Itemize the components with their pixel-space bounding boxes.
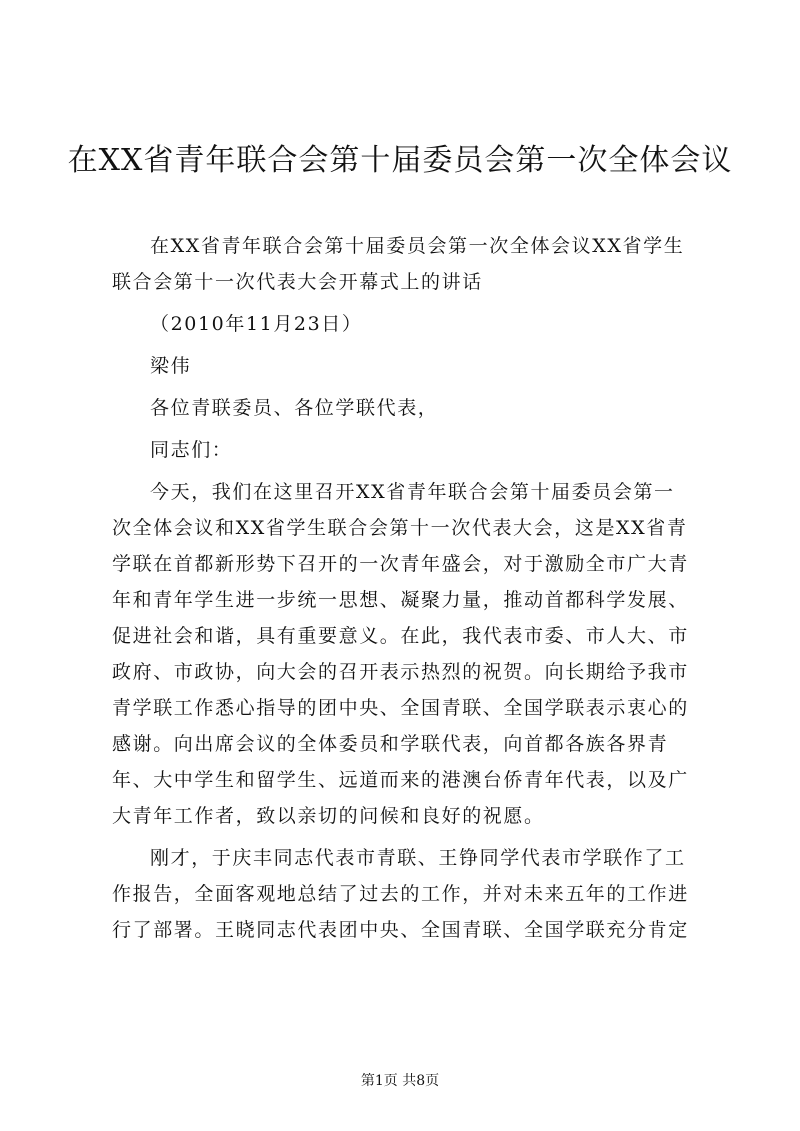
- page-number-footer: 第1页 共8页: [360, 1073, 440, 1089]
- document-title: 在XX省青年联合会第十届委员会第一次全体会议: [67, 143, 733, 178]
- document-body: [112, 228, 692, 954]
- body-paragraph: 刚才，于庆丰同志代表市青联、王铮同学代表市学联作了工作报告，全面客观地总结了过去的工作，并对未来五年的工作进行了部署。王晓同志代表团中央、全国青联、全国学联充分肯定: [112, 847, 689, 941]
- salutation: 各位青联委员、各位学联代表，: [150, 397, 439, 419]
- speech-date: （2010年11月23日）: [150, 313, 363, 335]
- speech-subtitle: 在XX省青年联合会第十届委员会第一次全体会议XX省学生联合会第十一次代表大会开幕式上的讲话: [112, 235, 685, 293]
- speaker-name: 梁伟: [150, 355, 192, 377]
- salutation-comrades: 同志们：: [150, 439, 233, 461]
- body-paragraph: 今天，我们在这里召开XX省青年联合会第十届委员会第一次全体会议和XX省学生联合会第十一次代表大会，这是XX省青学联在首都新形势下召开的一次青年盛会，对于激励全市广大青年和青年学生进一步统一思想、凝聚力量，推动首都科学发展、促进社会和谐，具有重要意义。在此，我代表市委、市人大、市政府、市政协，向大会的召开表示热烈的祝贺。向长期给予我市青学联工作悉心指导的团中央、全国青联、全国学联表示衷心的感谢。向出席会议的全体委员和学联代表，向首都各族各界青年、大中学生和留学生、远道而来的港澳台侨青年代表，以及广大青年工作者，致以亲切的问候和良好的祝愿。: [112, 481, 689, 827]
